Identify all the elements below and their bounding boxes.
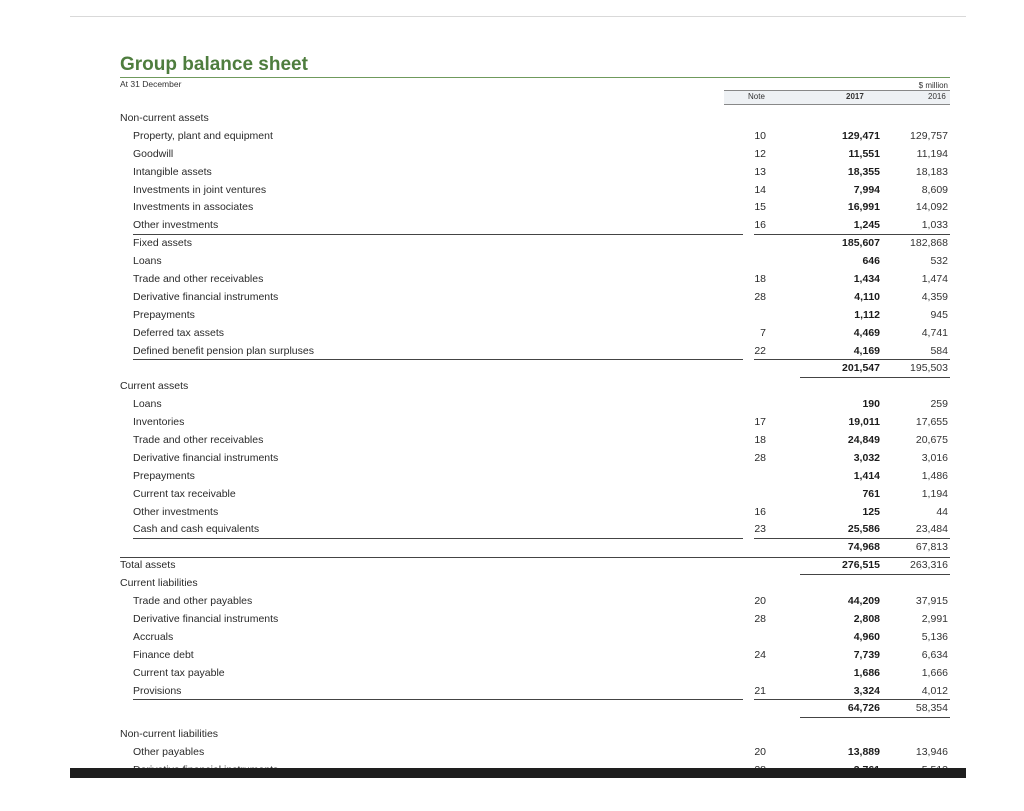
table-row [120, 307, 950, 325]
value-2016: 129,757 [910, 129, 948, 142]
table-row [120, 414, 950, 432]
row-note: 22 [754, 344, 766, 357]
row-label: Defined benefit pension plan surpluses [133, 344, 314, 357]
row-label: Derivative financial instruments [133, 451, 279, 464]
table-row [120, 128, 950, 146]
value-2017: 125 [862, 505, 880, 518]
value-2017: 4,110 [854, 290, 880, 303]
bottom-bar [70, 768, 966, 778]
total-label: Total assets [120, 559, 176, 572]
value-2016: 4,012 [921, 684, 948, 697]
value-2017: 25,586 [847, 523, 880, 536]
table-row [120, 343, 950, 361]
table-row [120, 164, 950, 182]
row-label: Accruals [133, 630, 174, 643]
value-2017: 3,324 [853, 684, 880, 697]
table-row [120, 378, 950, 396]
row-label: Other investments [133, 219, 219, 232]
value-2017: 24,849 [847, 434, 880, 447]
value-2017: 2,808 [853, 612, 880, 625]
table-row [120, 726, 950, 744]
row-note: 15 [754, 201, 766, 214]
section-heading: Non-current liabilities [120, 728, 219, 741]
subtotal-row [120, 700, 950, 718]
table-row [120, 432, 950, 450]
row-label: Fixed assets [133, 237, 192, 250]
value-2016: 18,183 [915, 165, 948, 178]
value-2016: 37,915 [915, 595, 948, 608]
row-note: 14 [754, 183, 766, 196]
table-row [120, 665, 950, 683]
value-2016: 14,092 [915, 201, 948, 214]
value-2016: 259 [930, 398, 948, 411]
value-2017: 13,889 [847, 746, 880, 759]
row-label: Trade and other payables [133, 595, 253, 608]
value-2017: 1,434 [853, 273, 880, 286]
section-gap [120, 718, 950, 726]
row-label: Loans [133, 398, 162, 411]
column-header-top-rule [724, 90, 950, 91]
row-label: Deferred tax assets [133, 326, 225, 339]
row-label: Trade and other receivables [133, 273, 264, 286]
table-row [120, 199, 950, 217]
row-note: 23 [754, 523, 766, 536]
subtotal-2016: 67,813 [915, 541, 948, 554]
row-note: 10 [754, 129, 766, 142]
unit-label: $ million [918, 81, 948, 90]
value-2016: 8,609 [921, 183, 948, 196]
row-note: 20 [754, 746, 766, 759]
value-2016: 44 [936, 505, 948, 518]
value-2016: 20,675 [915, 434, 948, 447]
table-row [120, 450, 950, 468]
value-2016: 13,946 [915, 746, 948, 759]
row-label: Current tax payable [133, 666, 225, 679]
value-2016: 1,033 [921, 219, 948, 232]
row-note: 12 [754, 147, 766, 160]
subtotal-2017: 74,968 [847, 541, 880, 554]
total-2017: 276,515 [842, 559, 880, 572]
table-row [120, 217, 950, 235]
row-label: Prepayments [133, 469, 195, 482]
row-label: Intangible assets [133, 165, 212, 178]
title-rule [120, 77, 950, 78]
total-row [120, 557, 950, 575]
row-note: 18 [754, 434, 766, 447]
value-2017: 18,355 [847, 165, 880, 178]
subtotal-2016: 58,354 [915, 702, 948, 715]
row-note: 13 [754, 165, 766, 178]
row-label: Inventories [133, 416, 185, 429]
balance-sheet [120, 54, 950, 759]
table-row [120, 396, 950, 414]
value-2016: 4,359 [921, 290, 948, 303]
subtotal-2017: 64,726 [847, 702, 880, 715]
top-divider [70, 16, 966, 17]
table-row [120, 468, 950, 486]
row-label: Prepayments [133, 308, 195, 321]
row-label: Other investments [133, 505, 219, 518]
row-label: Derivative financial instruments [133, 612, 279, 625]
table-row [120, 611, 950, 629]
value-2016: 17,655 [915, 416, 948, 429]
row-note: 21 [754, 684, 766, 697]
row-label: Investments in associates [133, 201, 254, 214]
table-row [120, 486, 950, 504]
value-2017: 44,209 [847, 595, 880, 608]
total-2016: 263,316 [910, 559, 948, 572]
row-note: 18 [754, 273, 766, 286]
value-2016: 4,741 [921, 326, 948, 339]
value-2017: 185,607 [842, 237, 880, 250]
value-2017: 3,032 [853, 451, 880, 464]
value-2016: 23,484 [915, 523, 948, 536]
value-2016: 1,474 [921, 273, 948, 286]
value-2017: 16,991 [847, 201, 880, 214]
value-2016: 584 [930, 344, 948, 357]
value-2016: 945 [930, 308, 948, 321]
row-label: Finance debt [133, 648, 194, 661]
value-2016: 11,194 [916, 147, 948, 160]
subtotal-row [120, 539, 950, 557]
table-row [120, 235, 950, 253]
table-row [120, 683, 950, 701]
column-header-2016: 2016 [928, 92, 946, 101]
value-2017: 1,112 [854, 308, 880, 321]
value-2017: 4,960 [853, 630, 880, 643]
table-row [120, 182, 950, 200]
table-row [120, 289, 950, 307]
row-label: Loans [133, 255, 162, 268]
value-2017: 4,169 [853, 344, 880, 357]
table-row [120, 271, 950, 289]
row-note: 28 [754, 290, 766, 303]
table-body [120, 110, 950, 780]
value-2017: 646 [862, 255, 880, 268]
value-2017: 11,551 [848, 147, 880, 160]
section-heading: Current liabilities [120, 577, 198, 590]
table-row [120, 110, 950, 128]
value-2016: 1,194 [921, 487, 948, 500]
table-row [120, 504, 950, 522]
subtotal-2016: 195,503 [910, 362, 948, 375]
row-note: 16 [754, 505, 766, 518]
page-title: Group balance sheet [120, 54, 308, 75]
row-note: 16 [754, 219, 766, 232]
subtitle: At 31 December [120, 79, 182, 89]
row-note: 17 [754, 416, 766, 429]
row-label: Current tax receivable [133, 487, 236, 500]
table-row [120, 629, 950, 647]
row-rule [800, 717, 950, 718]
table-row [120, 521, 950, 539]
row-label: Derivative financial instruments [133, 290, 279, 303]
row-note: 28 [754, 451, 766, 464]
value-2017: 4,469 [853, 326, 880, 339]
value-2017: 1,245 [853, 219, 880, 232]
row-note: 24 [754, 648, 766, 661]
column-header-2017: 2017 [846, 92, 864, 101]
value-2016: 3,016 [921, 451, 948, 464]
value-2016: 2,991 [921, 612, 948, 625]
value-2017: 7,739 [853, 648, 880, 661]
table-row [120, 575, 950, 593]
table-row [120, 744, 950, 762]
table-row [120, 325, 950, 343]
row-label: Investments in joint ventures [133, 183, 267, 196]
value-2017: 190 [862, 398, 880, 411]
value-2016: 532 [930, 255, 948, 268]
value-2016: 6,634 [921, 648, 948, 661]
value-2016: 1,666 [921, 666, 948, 679]
section-heading: Non-current assets [120, 112, 209, 124]
section-heading: Current assets [120, 380, 189, 393]
table-row [120, 253, 950, 271]
value-2017: 1,414 [853, 469, 880, 482]
value-2016: 1,486 [921, 469, 948, 482]
row-note: 28 [754, 612, 766, 625]
value-2017: 1,686 [853, 666, 880, 679]
row-label: Goodwill [133, 147, 174, 160]
row-label: Property, plant and equipment [133, 129, 273, 142]
row-note: 7 [760, 326, 766, 339]
row-label: Cash and cash equivalents [133, 523, 260, 536]
row-label: Provisions [133, 684, 182, 697]
column-header-note: Note [748, 92, 765, 101]
row-note: 20 [754, 595, 766, 608]
row-label: Trade and other receivables [133, 434, 264, 447]
subtotal-2017: 201,547 [842, 362, 880, 375]
row-label: Other payables [133, 746, 205, 759]
table-row [120, 647, 950, 665]
column-header-bottom-rule [724, 104, 950, 105]
value-2016: 5,136 [921, 630, 948, 643]
subtotal-row [120, 360, 950, 378]
value-2017: 129,471 [842, 129, 880, 142]
table-row [120, 593, 950, 611]
value-2016: 182,868 [910, 237, 948, 250]
value-2017: 761 [862, 487, 880, 500]
value-2017: 19,011 [848, 416, 880, 429]
table-row [120, 146, 950, 164]
value-2017: 7,994 [853, 183, 880, 196]
